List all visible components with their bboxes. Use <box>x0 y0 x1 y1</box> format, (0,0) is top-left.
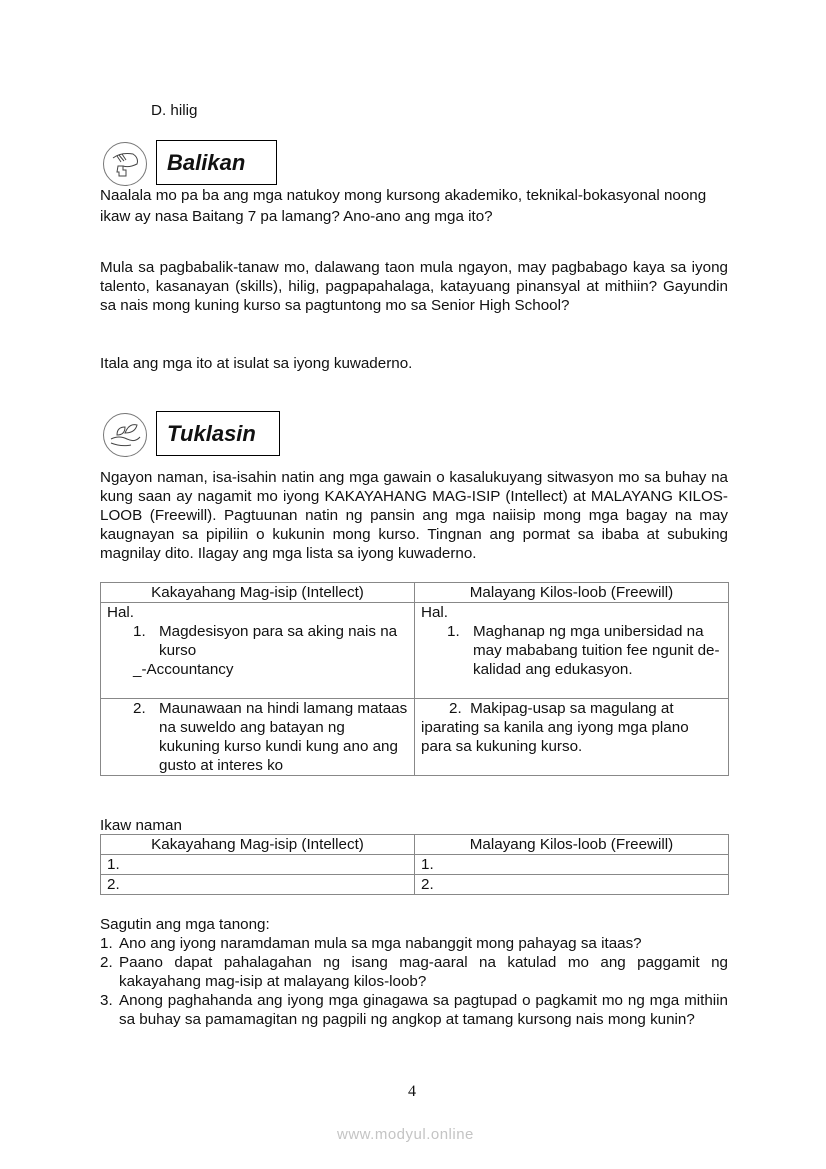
questions-intro: Sagutin ang mga tanong: <box>100 916 270 933</box>
answer-table <box>100 834 729 895</box>
item-text: Makipag-usap sa magulang at iparating sa kanila ang iyong mga plano para sa kukuning kurso. <box>421 700 689 755</box>
item-number: 1. <box>447 623 460 640</box>
balikan-title-box <box>156 140 277 185</box>
list-item <box>107 622 408 660</box>
balikan-paragraph-2: Mula sa pagbabalik-tanaw mo, dalawang taon mula ngayon, may pagbabago kaya sa iyong talento, kasanayan (skills), hilig, pagpapahalaga, katayuang pinansyal at mithiin? Gayundin sa nais mong kuning kurso sa pagtuntong mo sa Senior High School? <box>100 259 728 314</box>
item-text: Magdesisyon para sa aking nais na kurso <box>159 623 398 659</box>
answer-intellect-2[interactable]: 2. <box>101 875 415 895</box>
item-text: Maunawaan na hindi lamang mataas na suweldo ang batayan ng kukuning kurso kundi kung ano ang gusto at interes ko <box>159 700 408 774</box>
header-intellect: Kakayahang Mag-isip (Intellect) <box>101 835 415 855</box>
question-text: Anong paghahanda ang iyong mga ginagawa sa pagtupad o pagkamit mo ng mga mithiin sa buhay sa pamamagitan ng pagpili ng angkop at tamang kursong nais mong kunin? <box>119 992 728 1028</box>
tuklasin-paragraph: Ngayon naman, isa-isahin natin ang mga gawain o kasalukuyang sitwasyon mo sa buhay na kung saan ay nagamit mo iyong KAKAYAHANG MAG-ISIP (Intellect) at MALAYANG KILOS-LOOB (Freewill). Pagtuunan natin ng pansin ang mga naiisip mong mga bagay na may kaugnayan sa pipiliin o kukunin mong kurso. Tingnan ang pormat sa ibaba at subuking magnilay dito. Ilagay ang mga lista sa iyong kuwaderno. <box>100 469 728 562</box>
table-row <box>101 603 729 699</box>
balikan-instruction: Itala ang mga ito at isulat sa iyong kuwaderno. <box>100 355 413 372</box>
example-intellect-cell-1 <box>101 603 415 699</box>
question-item <box>100 953 728 991</box>
table-row <box>101 855 729 875</box>
hal-label: Hal. <box>421 604 449 621</box>
tuklasin-title-box <box>156 411 280 456</box>
item-text: Maghanap ng mga unibersidad na may mababang tuition fee ngunit de-kalidad ang edukasyon. <box>473 623 720 678</box>
example-answer: _-Accountancy <box>133 661 234 678</box>
ikaw-naman-label: Ikaw naman <box>100 817 182 834</box>
example-table-header-row <box>101 583 729 603</box>
balikan-paragraph-1: Naalala mo pa ba ang mga natukoy mong kursong akademiko, teknikal-bokasyonal noong ikaw ay nasa Baitang 7 pa lamang? Ano-ano ang mga ito? <box>100 187 707 225</box>
list-item <box>107 699 408 775</box>
watermark: www.modyul.online <box>337 1126 474 1143</box>
item-number: 1. <box>133 623 146 640</box>
list-item <box>421 622 722 679</box>
answer-freewill-2[interactable]: 2. <box>415 875 729 895</box>
balikan-title: Balikan <box>167 149 246 175</box>
table-row <box>101 875 729 895</box>
list-item <box>421 699 722 756</box>
question-number: 1. <box>100 935 113 952</box>
question-text: Ano ang iyong naramdaman mula sa mga nabanggit mong pahayag sa itaas? <box>119 935 642 952</box>
item-number: 2. <box>449 700 462 717</box>
hand-leaf-icon <box>103 413 147 457</box>
page-number: 4 <box>408 1083 416 1100</box>
example-intellect-cell-2 <box>101 699 415 776</box>
hand-puzzle-icon <box>103 142 147 186</box>
question-item <box>100 991 728 1029</box>
example-freewill-cell-2 <box>415 699 729 776</box>
question-number: 2. <box>100 954 113 971</box>
question-number: 3. <box>100 992 113 1009</box>
table-row <box>101 699 729 776</box>
question-text: Paano dapat pahalagahan ng isang mag-aaral na katulad mo ang paggamit ng kakayahang mag-isip at malayang kilos-loob? <box>119 954 728 990</box>
previous-choice-item: D. hilig <box>151 102 198 119</box>
hal-label: Hal. <box>107 604 135 621</box>
tuklasin-title: Tuklasin <box>167 420 256 446</box>
answer-table-header-row <box>101 835 729 855</box>
answer-freewill-1[interactable]: 1. <box>415 855 729 875</box>
example-table <box>100 582 729 776</box>
question-item <box>100 934 728 953</box>
header-freewill: Malayang Kilos-loob (Freewill) <box>415 835 729 855</box>
item-number: 2. <box>133 700 146 717</box>
questions-section <box>100 915 728 1029</box>
example-freewill-cell-1 <box>415 603 729 699</box>
header-intellect: Kakayahang Mag-isip (Intellect) <box>101 583 415 603</box>
answer-intellect-1[interactable]: 1. <box>101 855 415 875</box>
header-freewill: Malayang Kilos-loob (Freewill) <box>415 583 729 603</box>
